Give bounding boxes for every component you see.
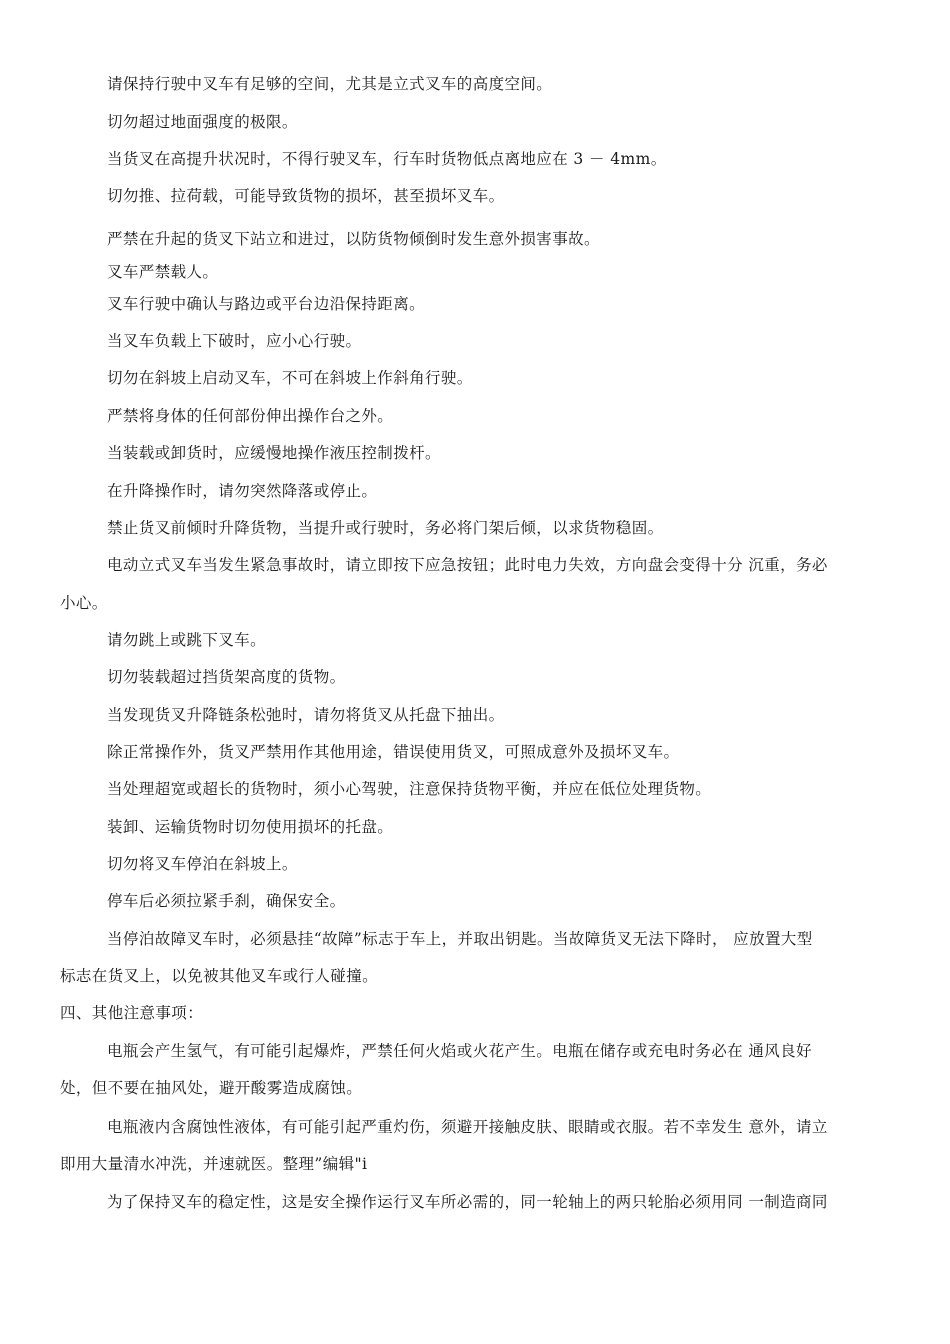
text-line: 当处理超宽或超长的货物时，须小心驾驶，注意保持货物平衡，并应在低位处理货物。 [107,780,712,798]
text-line: 当货叉在高提升状况时，不得行驶叉车，行车时货物低点离地应在 3 － 4mm。 [107,150,667,168]
text-line: 即用大量清水冲洗，并速就医。整理”编辑"i [60,1155,368,1173]
text-line: 叉车严禁载人。 [107,263,219,281]
text-line: 严禁将身体的任何部份伸出操作台之外。 [107,407,394,425]
text-line: 当叉车负载上下破时，应小心行驶。 [107,332,362,350]
text-line: 切勿推、拉荷载，可能导致货物的损坏，甚至损坏叉车。 [107,187,505,205]
text-line: 切勿装载超过挡货架高度的货物。 [107,668,346,686]
text-line: 禁止货叉前倾时升降货物，当提升或行驶时，务必将门架后倾，以求货物稳固。 [107,519,664,537]
text-line: 电动立式叉车当发生紧急事故时，请立即按下应急按钮；此时电力失效，方向盘会变得十分 沉重，务必 [107,556,828,574]
text-line: 标志在货叉上，以免被其他叉车或行人碰撞。 [60,967,379,985]
text-line: 电瓶会产生氢气，有可能引起爆炸，严禁任何火焰或火花产生。电瓶在储存或充电时务必在 通风良好 [107,1042,812,1060]
text-line: 处，但不要在抽风处，避开酸雾造成腐蚀。 [60,1079,363,1097]
text-line: 请保持行驶中叉车有足够的空间，尤其是立式叉车的高度空间。 [107,75,553,93]
section-heading: 四、其他注意事项： [60,1004,204,1022]
text-line: 当发现货叉升降链条松弛时，请勿将货叉从托盘下抽出。 [107,706,505,724]
text-line: 切勿在斜坡上启动叉车，不可在斜坡上作斜角行驶。 [107,369,473,387]
text-line: 当装载或卸货时，应缓慢地操作液压控制拨杆。 [107,444,441,462]
text-line: 叉车行驶中确认与路边或平台边沿保持距离。 [107,295,426,313]
text-line: 装卸、运输货物时切勿使用损坏的托盘。 [107,818,394,836]
text-line: 请勿跳上或跳下叉车。 [107,631,267,649]
text-line: 严禁在升起的货叉下站立和进过，以防货物倾倒时发生意外损害事故。 [107,230,600,248]
text-line: 切勿超过地面强度的极限。 [107,113,298,131]
text-line: 切勿将叉车停泊在斜坡上。 [107,855,298,873]
text-line: 为了保持叉车的稳定性，这是安全操作运行叉车所必需的，同一轮轴上的两只轮胎必须用同 一制造商同 [107,1193,828,1211]
text-line: 当停泊故障叉车时，必须悬挂“故障”标志于车上，并取出钥匙。当故障货叉无法下降时， 应放置大型 [107,930,813,948]
text-line: 除正常操作外，货叉严禁用作其他用途，错误使用货叉，可照成意外及损坏叉车。 [107,743,680,761]
text-line: 停车后必须拉紧手刹，确保安全。 [107,892,346,910]
text-line: 小心。 [60,594,108,612]
text-line: 电瓶液内含腐蚀性液体，有可能引起严重灼伤，须避开接触皮肤、眼睛或衣服。若不幸发生 意外，请立 [107,1118,828,1136]
text-line: 在升降操作时，请勿突然降落或停止。 [107,482,378,500]
